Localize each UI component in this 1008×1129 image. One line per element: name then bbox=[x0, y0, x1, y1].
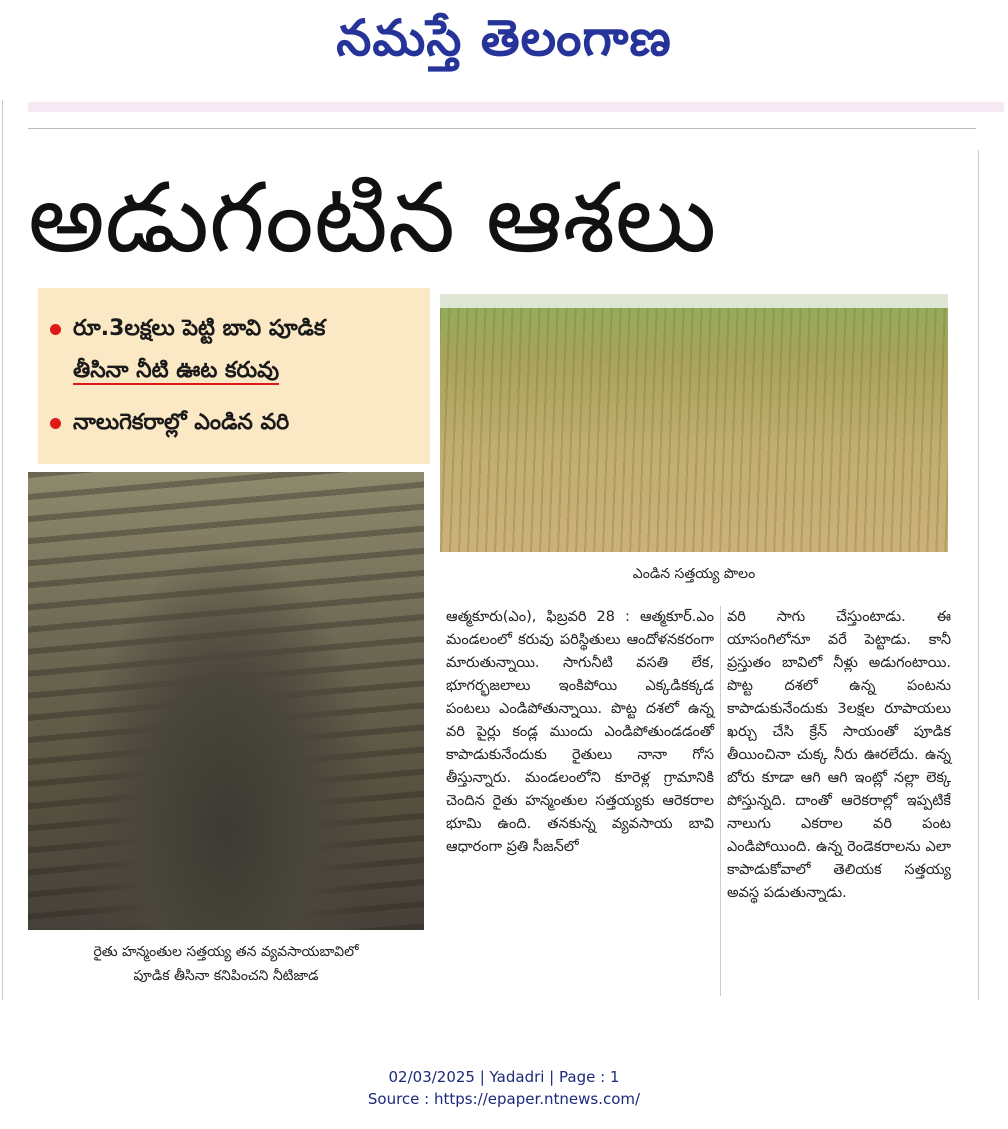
well-photo-caption bbox=[28, 940, 424, 988]
masthead-band bbox=[28, 102, 1004, 112]
right-divider bbox=[978, 150, 979, 1000]
top-rule bbox=[28, 128, 976, 129]
left-divider bbox=[2, 100, 3, 1000]
bullet-item-continued bbox=[73, 358, 279, 388]
caption-line: రైతు హన్మంతుల సత్తయ్య తన వ్యవసాయబావిలో bbox=[93, 944, 359, 960]
footer-date-edition: 02/03/2025 | Yadadri | Page : 1 bbox=[388, 1068, 620, 1086]
bullet-text: తీసినా నీటి ఊట కరువు bbox=[73, 358, 280, 383]
column-divider bbox=[720, 606, 721, 996]
bullet-text: రూ.3లక్షలు పెట్టి బావి పూడిక bbox=[73, 316, 326, 341]
highlight-box bbox=[38, 288, 430, 464]
well-photo bbox=[28, 472, 424, 930]
bullet-dot-icon bbox=[50, 418, 61, 429]
footer-source: Source : https://epaper.ntnews.com/ bbox=[367, 1090, 641, 1108]
field-photo-caption: ఎండిన సత్తయ్య పొలం bbox=[632, 566, 756, 582]
dried-field-photo bbox=[440, 294, 948, 552]
field-photo-sky bbox=[440, 294, 948, 308]
article-column-1: ఆత్మకూరు(ఎం), ఫిబ్రవరి 28 : ఆత్మకూర్.ఎం మండలంలో కరువు పరిస్థితులు ఆందోళనకరంగా మారుతున్నాయి. సాగునీటి వసతి లేక, భూగర్భజలాలు ఇంకిపోయి ఎక్కడికక్కడ పంటలు ఎండిపోతున్నాయి. పొట్ట దశలో ఉన్న వరి పైర్లు కండ్ల ముందు ఎండిపోతుండడంతో కాపాడుకునేందుకు రైతులు నానా గోస తీస్తున్నారు. మండలంలోని కూరెళ్ల గ్రామానికి చెందిన రైతు హన్మంతుల సత్తయ్యకు ఆరెకరాల భూమి ఉంది. తనకున్న వ్యవసాయ బావి ఆధారంగా ప్రతి సీజన్‌లో bbox=[446, 609, 714, 855]
bullet-item bbox=[50, 316, 325, 346]
bullet-item bbox=[50, 410, 289, 440]
headline: అడుగంటిన ఆశలు bbox=[28, 162, 717, 274]
article-column-2: వరి సాగు చేస్తుంటాడు. ఈ యాసంగిలోనూ వరే పెట్టాడు. కానీ ప్రస్తుతం బావిలో నీళ్లు అడుగంటాయి. పొట్ట దశలో ఉన్న పంటను కాపాడుకునేందుకు 3లక్షల రూపాయలు ఖర్చు చేసి క్రేన్ సాయంతో పూడిక తీయించినా చుక్క నీరు ఊరలేదు. ఉన్న బోరు కూడా ఆగి ఆగి ఇంట్లో నల్లా లెక్క పోస్తున్నది. దాంతో ఆరెకరాల్లో ఇప్పటికే నాలుగు ఎకరాల వరి పంట ఎండిపోయింది. ఉన్న రెండెకరాలను ఎలా కాపాడుకోవాలో తెలియక సత్తయ్య అవస్థ పడుతున్నాడు. bbox=[727, 609, 951, 901]
masthead-logo: నమస్తే తెలంగాణ bbox=[336, 8, 672, 67]
bullet-text: నాలుగెకరాల్లో ఎండిన వరి bbox=[73, 410, 290, 435]
bullet-dot-icon bbox=[50, 324, 61, 335]
caption-line: పూడిక తీసినా కనిపించని నీటిజాడ bbox=[133, 968, 319, 984]
